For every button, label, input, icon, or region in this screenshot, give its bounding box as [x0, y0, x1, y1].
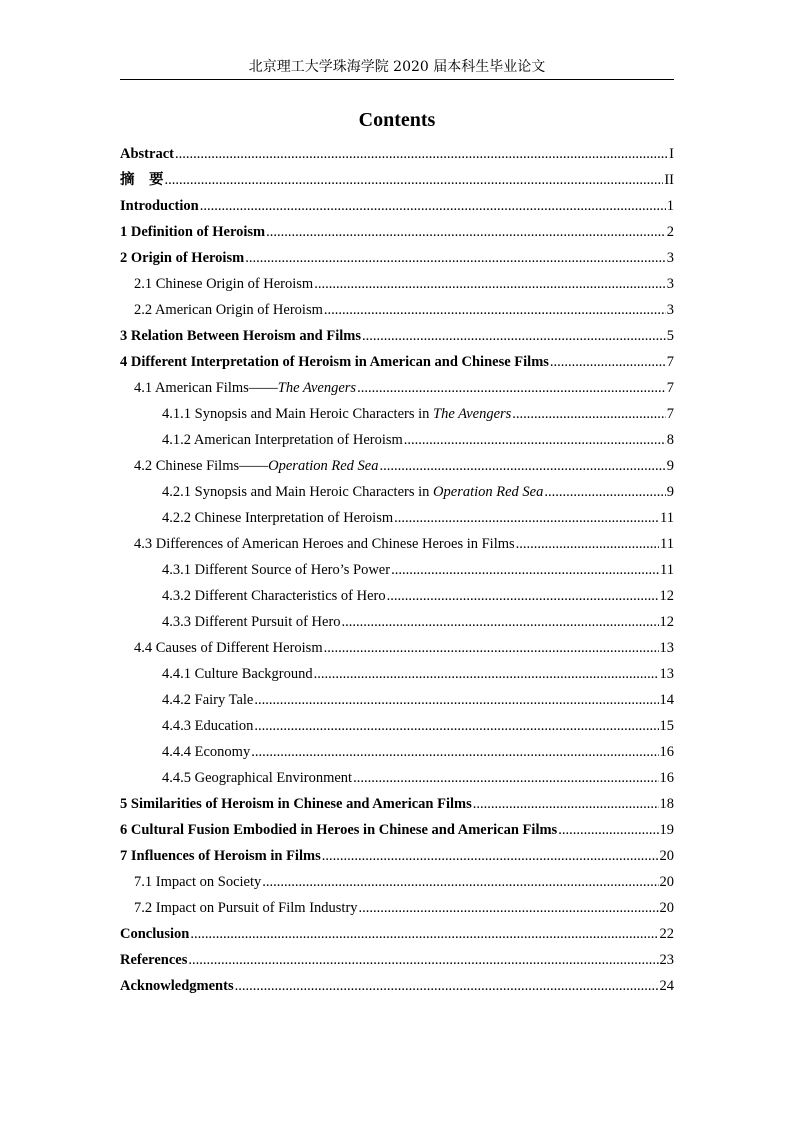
toc-page-number: I — [669, 146, 674, 162]
toc-entry-title-text: 2 Origin of Heroism — [120, 250, 245, 266]
toc-entry-title-text: 4.3.1 Different Source of Hero’s Power — [162, 562, 391, 578]
toc-entry-film-title: Operation Red Sea — [268, 458, 379, 474]
toc-entry-title-text: 4.1.1 Synopsis and Main Heroic Characters in — [162, 406, 434, 422]
dot-leader — [235, 973, 659, 999]
toc-entry-title — [120, 817, 557, 843]
dot-leader — [359, 895, 659, 921]
toc-page-number: 8 — [666, 432, 674, 448]
toc-entry-title-text: 7.1 Impact on Society — [134, 874, 262, 890]
toc-entry-title — [134, 895, 358, 921]
toc-entry-title-text: 3 Relation Between Heroism and Films — [120, 328, 361, 344]
dot-leader — [379, 453, 665, 479]
toc-entry-title-text: 1 Definition of Heroism — [120, 224, 266, 240]
toc-entry-title-text: Acknowledgments — [120, 978, 234, 994]
toc-entry-title-text: 4.1 American Films—— — [134, 380, 278, 396]
toc-entry-title-text: 4.2.2 Chinese Interpretation of Heroism — [162, 510, 394, 526]
toc-entry[interactable] — [120, 245, 674, 271]
toc-entry[interactable] — [120, 583, 674, 609]
toc-page-number: 9 — [666, 458, 674, 474]
toc-entry[interactable] — [120, 323, 674, 349]
toc-entry-title-text: 4.4.2 Fairy Tale — [162, 692, 254, 708]
dot-leader — [558, 817, 658, 843]
toc-entry-film-title: The Avengers — [277, 380, 357, 396]
toc-entry[interactable] — [120, 193, 674, 219]
toc-page-number: 1 — [666, 198, 674, 214]
toc-entry[interactable] — [120, 661, 674, 687]
toc-entry-title — [162, 505, 393, 531]
dot-leader — [357, 375, 666, 401]
toc-page-number: 19 — [659, 822, 674, 838]
dot-leader — [254, 687, 658, 713]
toc-entry-title — [120, 921, 189, 947]
toc-entry[interactable] — [120, 947, 674, 973]
toc-page-number: 11 — [660, 536, 674, 552]
dot-leader — [324, 297, 666, 323]
dot-leader — [473, 791, 659, 817]
toc-entry-title — [134, 297, 323, 323]
dot-leader — [324, 635, 659, 661]
toc-entry-title — [134, 635, 323, 661]
toc-entry-title — [120, 323, 361, 349]
toc-entry-title-text: 4 Different Interpretation of Heroism in American and Chinese Films — [120, 354, 549, 370]
toc-page-number: 16 — [659, 770, 674, 786]
toc-page-number: 9 — [666, 484, 674, 500]
toc-entry-title-text: 4.4.1 Culture Background — [162, 666, 313, 682]
dot-leader — [362, 323, 666, 349]
toc-entry-title — [162, 739, 250, 765]
toc-entry-title — [162, 609, 341, 635]
toc-page-number: 23 — [659, 952, 674, 968]
toc-entry-title — [162, 557, 390, 583]
toc-entry-title — [120, 193, 199, 219]
toc-page-number: 7 — [666, 354, 674, 370]
dot-leader — [200, 193, 666, 219]
toc-entry[interactable] — [120, 505, 674, 531]
toc-page-number: 24 — [659, 978, 674, 994]
toc-page-number: 18 — [659, 796, 674, 812]
toc-entry-title — [162, 479, 543, 505]
toc-entry[interactable] — [120, 843, 674, 869]
toc-entry-title — [134, 453, 378, 479]
toc-entry[interactable] — [120, 687, 674, 713]
toc-entry-title-text: 4.2 Chinese Films—— — [134, 458, 269, 474]
dot-leader — [188, 947, 658, 973]
dot-leader — [165, 167, 664, 193]
dot-leader — [550, 349, 666, 375]
toc-page-number: 3 — [666, 276, 674, 292]
dot-leader — [254, 713, 658, 739]
toc-entry-title-text: 4.4.4 Economy — [162, 744, 251, 760]
toc-page-number: 11 — [660, 562, 674, 578]
contents-title: Contents — [358, 109, 436, 131]
toc-entry-title — [120, 349, 549, 375]
toc-entry-title — [120, 843, 321, 869]
toc-entry[interactable] — [120, 297, 674, 323]
dot-leader — [404, 427, 666, 453]
toc-entry-title — [134, 271, 313, 297]
toc-entry-title-text: 2.2 American Origin of Heroism — [134, 302, 323, 318]
toc-page-number: 15 — [659, 718, 674, 734]
toc-entry-title-text: 4.3 Differences of American Heroes and Chinese Heroes in Films — [134, 536, 515, 552]
toc-entry[interactable] — [120, 531, 674, 557]
dot-leader — [322, 843, 659, 869]
toc-entry-title — [162, 583, 386, 609]
toc-entry-title — [120, 219, 265, 245]
toc-entry[interactable] — [120, 739, 674, 765]
toc-entry-title-text: 6 Cultural Fusion Embodied in Heroes in Chinese and American Films — [120, 822, 558, 838]
toc-entry-title — [120, 167, 164, 193]
toc-entry-film-title: Operation Red Sea — [433, 484, 544, 500]
toc-entry[interactable] — [120, 271, 674, 297]
toc-page-number: 16 — [659, 744, 674, 760]
toc-entry-title — [134, 375, 356, 401]
toc-entry-film-title: The Avengers — [433, 406, 512, 422]
toc-entry-title-text: 2.1 Chinese Origin of Heroism — [134, 276, 314, 292]
toc-entry-title — [134, 869, 261, 895]
toc-page-number: 5 — [666, 328, 674, 344]
toc-page-number: 13 — [659, 640, 674, 656]
dot-leader — [394, 505, 659, 531]
toc-entry[interactable] — [120, 427, 674, 453]
toc-entry[interactable] — [120, 973, 674, 999]
toc-page-number: 20 — [659, 848, 674, 864]
toc-entry-title-text: 5 Similarities of Heroism in Chinese and American Films — [120, 796, 472, 812]
toc-entry-title-text: Abstract — [120, 146, 174, 162]
toc-entry-title-text: 4.3.3 Different Pursuit of Hero — [162, 614, 341, 630]
toc-entry-title — [120, 973, 234, 999]
toc-entry[interactable] — [120, 167, 674, 193]
toc-entry[interactable] — [120, 557, 674, 583]
toc-entry-title — [134, 531, 515, 557]
toc-page-number: 20 — [659, 900, 674, 916]
dot-leader — [544, 479, 665, 505]
toc-entry-title — [120, 947, 187, 973]
toc-entry[interactable] — [120, 453, 674, 479]
toc-entry[interactable] — [120, 713, 674, 739]
toc-entry-title — [120, 141, 174, 167]
toc-page-number: 13 — [659, 666, 674, 682]
dot-leader — [342, 609, 659, 635]
toc-entry-title — [162, 765, 352, 791]
toc-entry-title-text: 7.2 Impact on Pursuit of Film Industry — [134, 900, 358, 916]
dot-leader — [262, 869, 658, 895]
toc-entry-title — [162, 401, 511, 427]
dot-leader — [245, 245, 666, 271]
toc-entry[interactable] — [120, 895, 674, 921]
toc-page-number: 12 — [659, 588, 674, 604]
toc-entry[interactable] — [120, 219, 674, 245]
toc-entry-title — [120, 791, 472, 817]
dot-leader — [266, 219, 666, 245]
dot-leader — [387, 583, 659, 609]
toc-page-number: II — [664, 172, 674, 188]
toc-entry[interactable] — [120, 479, 674, 505]
toc-entry[interactable] — [120, 635, 674, 661]
toc-page-number: 3 — [666, 302, 674, 318]
toc-entry[interactable] — [120, 141, 674, 167]
toc-entry[interactable] — [120, 817, 674, 843]
toc-page-number: 2 — [666, 224, 674, 240]
toc-entry-title-text: 摘 要 — [120, 172, 164, 188]
header-rule — [120, 79, 674, 80]
toc-entry[interactable] — [120, 791, 674, 817]
toc-entry-title-text: Introduction — [120, 198, 199, 214]
toc-entry-title — [162, 661, 313, 687]
dot-leader — [353, 765, 658, 791]
dot-leader — [512, 401, 665, 427]
toc-entry[interactable] — [120, 401, 674, 427]
toc-entry-title-text: 4.1.2 American Interpretation of Heroism — [162, 432, 403, 448]
toc-entry-title-text: References — [120, 952, 188, 968]
dot-leader — [175, 141, 668, 167]
toc-entry-title-text: 4.4.5 Geographical Environment — [162, 770, 353, 786]
dot-leader — [314, 271, 666, 297]
running-header: 北京理工大学珠海学院 2020 届本科生毕业论文 — [248, 59, 546, 75]
toc-entry-title — [120, 245, 244, 271]
toc-page-number: 20 — [659, 874, 674, 890]
toc-entry-title-text: 7 Influences of Heroism in Films — [120, 848, 321, 864]
toc-page-number: 3 — [666, 250, 674, 266]
table-of-contents — [120, 141, 674, 999]
toc-entry-title-text: 4.4.3 Education — [162, 718, 254, 734]
toc-page-number: 12 — [659, 614, 674, 630]
toc-entry[interactable] — [120, 765, 674, 791]
toc-entry-title-text: 4.4 Causes of Different Heroism — [134, 640, 323, 656]
toc-page-number: 22 — [659, 926, 674, 942]
toc-entry-title — [162, 687, 253, 713]
toc-page-number: 11 — [660, 510, 674, 526]
toc-page-number: 7 — [666, 380, 674, 396]
toc-entry-title — [162, 427, 403, 453]
dot-leader — [391, 557, 659, 583]
toc-entry-title-text: Conclusion — [120, 926, 190, 942]
toc-entry[interactable] — [120, 349, 674, 375]
toc-entry-title — [162, 713, 253, 739]
dot-leader — [251, 739, 658, 765]
dot-leader — [190, 921, 658, 947]
toc-page-number: 7 — [666, 406, 674, 422]
toc-entry[interactable] — [120, 869, 674, 895]
dot-leader — [516, 531, 659, 557]
toc-entry-title-text: 4.3.2 Different Characteristics of Hero — [162, 588, 386, 604]
toc-entry[interactable] — [120, 609, 674, 635]
toc-entry-title-text: 4.2.1 Synopsis and Main Heroic Characters in — [162, 484, 434, 500]
dot-leader — [314, 661, 659, 687]
toc-entry[interactable] — [120, 921, 674, 947]
toc-entry[interactable] — [120, 375, 674, 401]
toc-page-number: 14 — [659, 692, 674, 708]
